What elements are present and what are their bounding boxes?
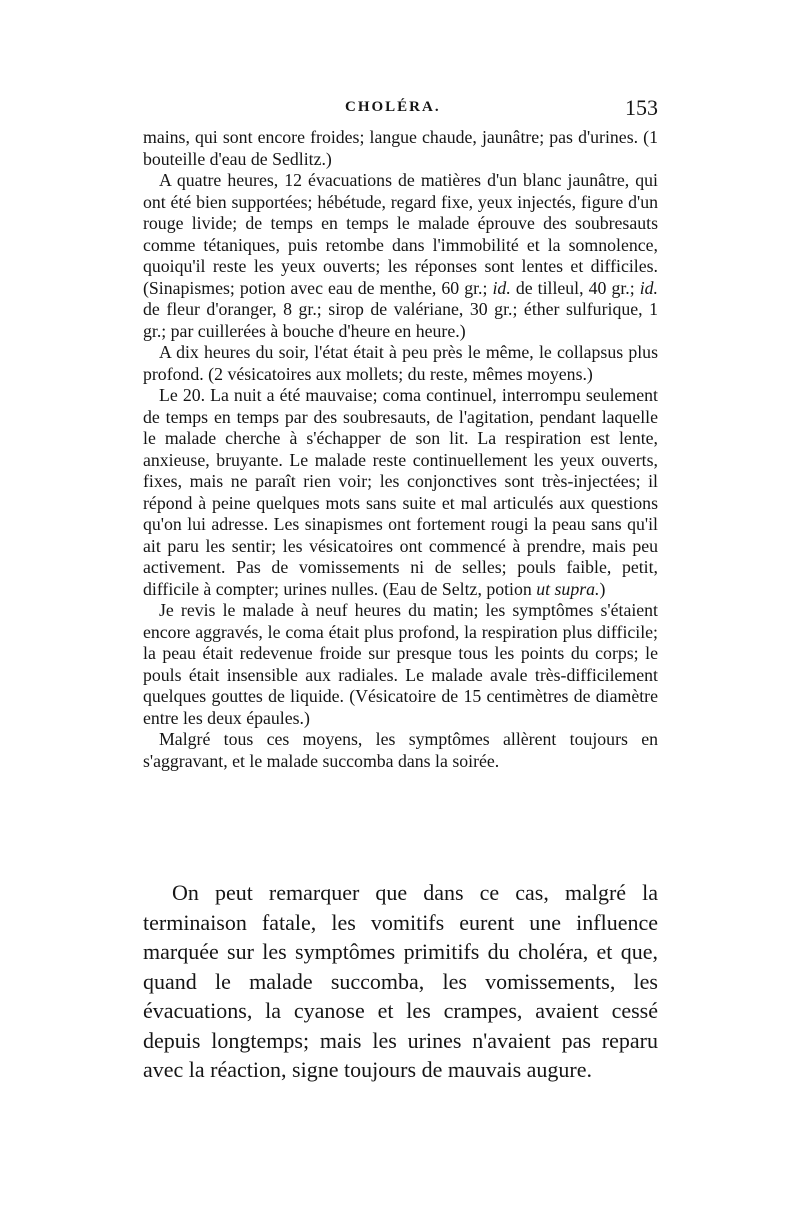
paragraph-nine-hours: Je revis le malade à neuf heures du matin; les symptômes s'étaient encore aggravés, le coma était plus profond, la respiration plus difficile; la peau était redevenue froide sur presque tous les points du corps; le pouls était insensible aux radiales. Le malade avale très-difficilement quelques gouttes de liquide. (Vésicatoire de 15 centimètres de diamètre entre les deux épaules.)	[143, 600, 658, 728]
paragraph-text: A quatre heures, 12 évacuations de matières d'un blanc jaunâtre, qui ont été bien supportées; hébétude, regard fixe, yeux injectés, figure d'un rouge livide; de temps en temps le malade éprouve des soubresauts comme tétaniques, puis retombe dans l'immobilité et la somnolence, quoiqu'il reste les yeux ouverts; les réponses sont lentes et difficiles. (Sinapismes; potion avec eau de menthe, 60 gr.;	[143, 170, 658, 298]
italic-ut-supra: ut supra.	[536, 578, 600, 599]
italic-id: id.	[639, 277, 658, 298]
paragraph-day-20	[143, 385, 658, 600]
closing-paren: )	[599, 578, 606, 599]
paragraph-ten-hours: A dix heures du soir, l'état était à peu près le même, le collapsus plus profond. (2 vésicatoires aux mollets; du reste, mêmes moyens.)	[143, 342, 658, 384]
paragraph-outcome: Malgré tous ces moyens, les symptômes allèrent toujours en s'aggravant, et le malade succomba dans la soirée.	[143, 729, 658, 771]
conclusion-text	[143, 878, 658, 1085]
italic-id: id.	[492, 277, 511, 298]
paragraph-four-hours	[143, 170, 658, 342]
paragraph-text: Le 20. La nuit a été mauvaise; coma continuel, interrompu seulement de temps en temps par des soubresauts, de l'agitation, pendant laquelle le malade cherche à s'échapper de son lit. La respiration est lente, anxieuse, bruyante. Le malade reste continuellement les yeux ouverts, fixes, mais ne paraît rien voir; les conjonctives sont très-injectées; il répond à peine quelques mots sans suite et mal articulés aux questions qu'on lui adresse. Les sinapismes ont fortement rougi la peau sans qu'il ait paru les sentir; les vésicatoires ont commencé à prendre, mais peu activement. Pas de vomissements ni de selles; pouls faible, petit, difficile à compter; urines nulles. (Eau de Seltz, potion	[143, 385, 658, 599]
running-title: CHOLÉRA.	[345, 99, 441, 115]
page-header	[143, 95, 658, 127]
paragraph-text: de fleur d'oranger, 8 gr.; sirop de valériane, 30 gr.; éther sulfurique, 1 gr.; par cuillerées à bouche d'heure en heure.)	[143, 299, 658, 341]
conclusion-paragraph: On peut remarquer que dans ce cas, malgré la terminaison fatale, les vomitifs eurent une influence marquée sur les symptômes primitifs du choléra, et que, quand le malade succomba, les vomissements, les évacuations, la cyanose et les crampes, avaient cessé depuis longtemps; mais les urines n'avaient pas reparu avec la réaction, signe toujours de mauvais augure.	[143, 880, 658, 1082]
paragraph-continuation: mains, qui sont encore froides; langue chaude, jaunâtre; pas d'urines. (1 bouteille d'eau de Sedlitz.)	[143, 127, 658, 169]
case-report-text	[143, 127, 658, 772]
paragraph-text: de tilleul, 40 gr.;	[515, 277, 635, 298]
page-number: 153	[625, 95, 658, 120]
